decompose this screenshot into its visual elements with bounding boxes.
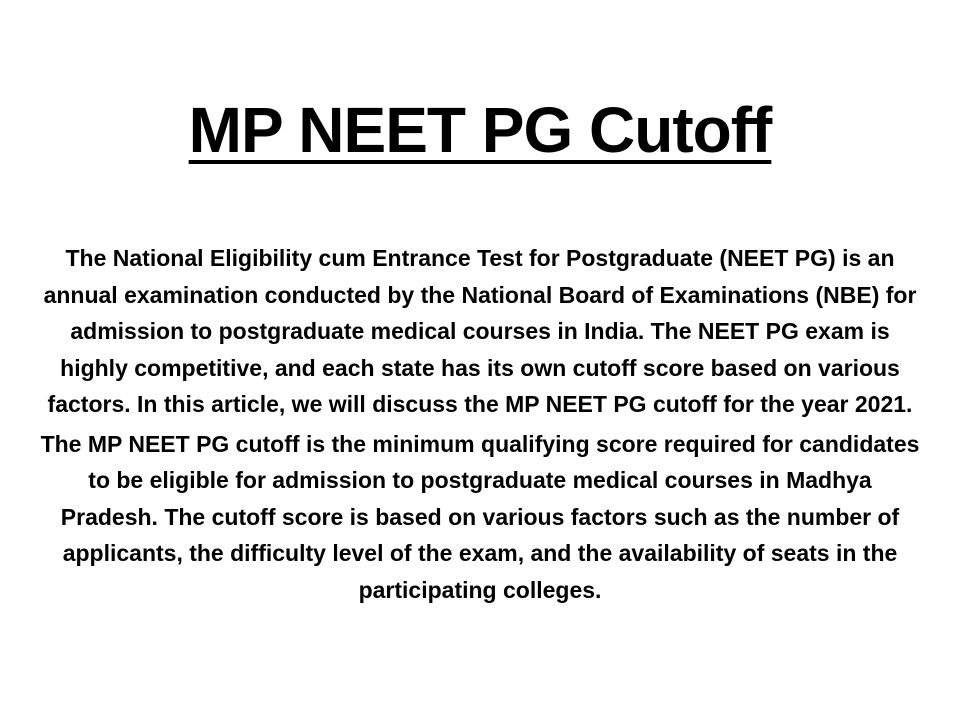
slide-body (40, 240, 920, 611)
intro-paragraph: The National Eligibility cum Entrance Test for Postgraduate (NEET PG) is an annual examination conducted by the National Board of Examinations (NBE) for admission to postgraduate medical courses in India. The NEET PG exam is highly competitive, and each state has its own cutoff score based on various factors. In this article, we will discuss the MP NEET PG cutoff for the year 2021. (43, 245, 917, 417)
cutoff-paragraph: The MP NEET PG cutoff is the minimum qualifying score required for candidates to be eligible for admission to postgraduate medical courses in Madhya Pradesh. The cutoff score is based on various factors such as the number of applicants, the difficulty level of the exam, and the availability of seats in the participating colleges. (40, 430, 920, 603)
slide-title-text: MP NEET PG Cutoff (188, 94, 772, 166)
slide-title (0, 90, 960, 170)
